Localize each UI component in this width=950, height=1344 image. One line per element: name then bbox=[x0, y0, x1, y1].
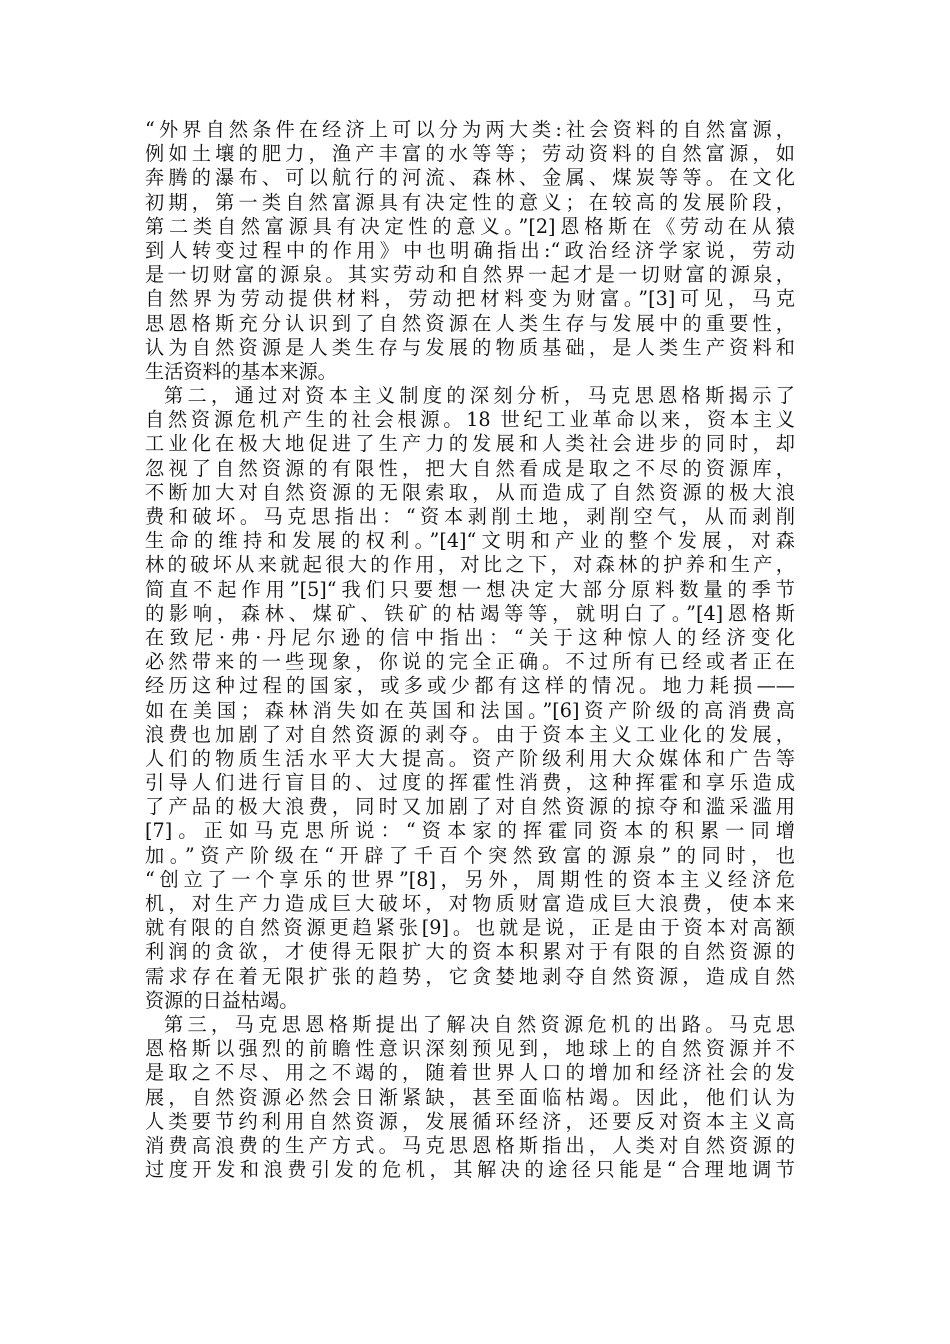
text-line: 是取之不尽、用之不竭的，随着世界人口的增加和经济社会的发 bbox=[145, 1061, 795, 1085]
text-line: 展，自然资源必然会日渐紧缺，甚至面临枯竭。因此，他们认为 bbox=[145, 1085, 795, 1109]
text-line: [7]。正如马克思所说：“资本家的挥霍同资本的积累一同增 bbox=[145, 819, 795, 843]
text-line: “外界自然条件在经济上可以分为两大类:社会资料的自然富源， bbox=[145, 118, 795, 141]
text-line: 加。”资产阶级在“开辟了千百个突然致富的源泉”的同时，也 bbox=[145, 843, 795, 867]
text-line: 简直不起作用”[5]“我们只要想一想决定大部分原料数量的季节 bbox=[145, 577, 795, 601]
text-line: 自然资源危机产生的社会根源。18 世纪工业革命以来，资本主义 bbox=[145, 408, 795, 432]
text-line: 人们的物质生活水平大大提高。资产阶级利用大众媒体和广告等 bbox=[145, 746, 795, 770]
text-line: 如在美国；森林消失如在英国和法国。”[6]资产阶级的高消费高 bbox=[145, 698, 795, 722]
text-line: 认为自然资源是人类生存与发展的物质基础，是人类生产资料和 bbox=[145, 335, 795, 359]
text-line: 林的破坏从来就起很大的作用，对比之下，对森林的护养和生产， bbox=[145, 553, 795, 577]
text-line: 消费高浪费的生产方式。马克思恩格斯指出，人类对自然资源的 bbox=[145, 1133, 795, 1157]
text-line: 工业化在极大地促进了生产力的发展和人类社会进步的同时，却 bbox=[145, 432, 795, 456]
text-line: 机，对生产力造成巨大破坏，对物质财富造成巨大浪费，使本来 bbox=[145, 892, 795, 915]
text-line: 奔腾的瀑布、可以航行的河流、森林、金属、煤炭等等。在文化 bbox=[145, 166, 795, 190]
text-line: 例如土壤的肥力，渔产丰富的水等等；劳动资料的自然富源，如 bbox=[145, 142, 795, 166]
text-line: 就有限的自然资源更趋紧张[9]。也就是说，正是由于资本对高额 bbox=[145, 916, 795, 940]
text-line: 经历这种过程的国家，或多或少都有这样的情况。地力耗损—— bbox=[145, 674, 795, 698]
text-line: 在致尼·弗·丹尼尔逊的信中指出：“关于这种惊人的经济变化 bbox=[145, 625, 795, 649]
text-line: 生命的维持和发展的权利。”[4]“文明和产业的整个发展，对森 bbox=[145, 529, 795, 553]
text-line: 费和破坏。马克思指出：“资本剥削土地，剥削空气，从而剥削 bbox=[145, 505, 795, 528]
text-line: 需求存在着无限扩张的趋势，它贪婪地剥夺自然资源，造成自然 bbox=[145, 964, 795, 988]
text-line: 引导人们进行盲目的、过度的挥霍性消费，这种挥霍和享乐造成 bbox=[145, 771, 795, 795]
text-line: 人类要节约利用自然资源，发展循环经济，还要反对资本主义高 bbox=[145, 1109, 795, 1133]
text-line: 第二，通过对资本主义制度的深刻分析，马克思恩格斯揭示了 bbox=[164, 384, 795, 408]
text-line: 不断加大对自然资源的无限索取，从而造成了自然资源的极大浪 bbox=[145, 480, 795, 504]
text-line: 资源的日益枯竭。 bbox=[145, 988, 299, 1012]
text-line: 忽视了自然资源的有限性，把大自然看成是取之不尽的资源库， bbox=[145, 456, 795, 480]
text-line: 利润的贪欲，才使得无限扩大的资本积累对于有限的自然资源的 bbox=[145, 940, 795, 964]
text-line: 恩格斯以强烈的前瞻性意识深刻预见到，地球上的自然资源并不 bbox=[145, 1037, 795, 1061]
text-line: “创立了一个享乐的世界”[8]，另外，周期性的资本主义经济危 bbox=[145, 867, 795, 891]
text-line: 必然带来的一些现象，你说的完全正确。不过所有已经或者正在 bbox=[145, 650, 795, 674]
text-line: 了产品的极大浪费，同时又加剧了对自然资源的掠夺和滥采滥用 bbox=[145, 795, 795, 819]
text-line: 第二类自然富源具有决定性的意义。”[2]恩格斯在《劳动在从猿 bbox=[145, 214, 795, 238]
text-line: 浪费也加剧了对自然资源的剥夺。由于资本主义工业化的发展， bbox=[145, 722, 795, 746]
text-line: 思恩格斯充分认识到了自然资源在人类生存与发展中的重要性， bbox=[145, 311, 795, 335]
text-line: 第三，马克思恩格斯提出了解决自然资源危机的出路。马克思 bbox=[164, 1012, 795, 1036]
body-text bbox=[145, 118, 795, 1182]
text-line: 生活资料的基本来源。 bbox=[145, 359, 337, 383]
text-line: 是一切财富的源泉。其实劳动和自然界一起才是一切财富的源泉， bbox=[145, 263, 795, 287]
text-line: 初期，第一类自然富源具有决定性的意义；在较高的发展阶段， bbox=[145, 190, 795, 214]
text-line: 的影响，森林、煤矿、铁矿的枯竭等等，就明白了。”[4]恩格斯 bbox=[145, 601, 795, 625]
text-line: 过度开发和浪费引发的危机，其解决的途径只能是“合理地调节 bbox=[145, 1158, 795, 1182]
text-line: 自然界为劳动提供材料，劳动把材料变为财富。”[3]可见，马克 bbox=[145, 287, 795, 311]
text-line: 到人转变过程中的作用》中也明确指出:“政治经济学家说，劳动 bbox=[145, 238, 795, 262]
